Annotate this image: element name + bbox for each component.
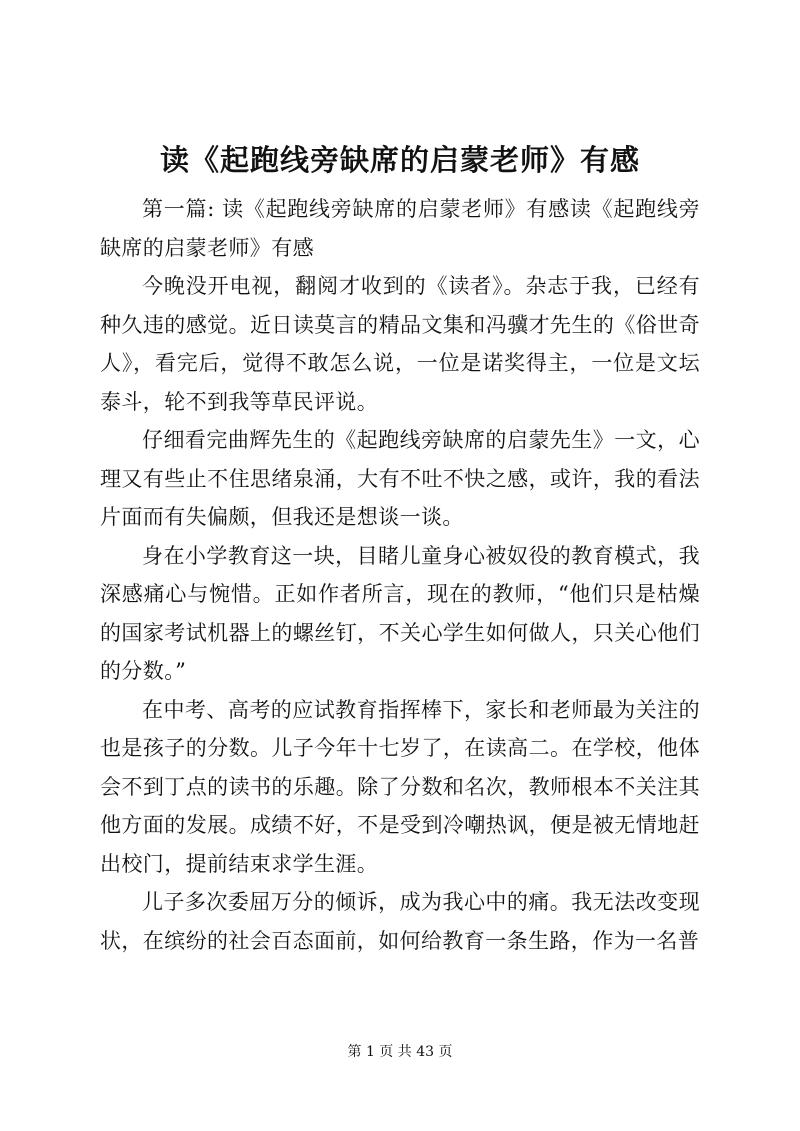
paragraph: 在中考、高考的应试教育指挥棒下，家长和老师最为关注的也是孩子的分数。儿子今年十七岁了，在读高二。在学校，他体会不到丁点的读书的乐趣。除了分数和名次，教师根本不关注其他方面的发展。成绩不好，不是受到冷嘲热讽，便是被无情地赶出校门，提前结束求学生涯。 — [100, 697, 700, 876]
document-body — [100, 190, 700, 960]
paragraph: 第一篇: 读《起跑线旁缺席的启蒙老师》有感读《起跑线旁缺席的启蒙老师》有感 — [100, 197, 700, 260]
paragraph: 今晚没开电视，翻阅才收到的《读者》。杂志于我，已经有种久违的感觉。近日读莫言的精品文集和冯骥才先生的《俗世奇人》，看完后，觉得不敢怎么说，一位是诺奖得主，一位是文坛泰斗，轮不到我等草民评说。 — [100, 274, 700, 414]
paragraph: 仔细看完曲辉先生的《起跑线旁缺席的启蒙先生》一文，心理又有些止不住思绪泉涌，大有不吐不快之感，或许，我的看法片面而有失偏颇，但我还是想谈一谈。 — [100, 428, 700, 529]
document-title: 读《起跑线旁缺席的启蒙老师》有感 — [159, 143, 640, 177]
paragraph: 身在小学教育这一块，目睹儿童身心被奴役的教育模式，我深感痛心与惋惜。正如作者所言，现在的教师，“他们只是枯燥的国家考试机器上的螺丝钉，不关心学生如何做人，只关心他们的分数。” — [100, 543, 700, 683]
paragraph: 儿子多次委屈万分的倾诉，成为我心中的痛。我无法改变现状，在缤纷的社会百态面前，如何给教育一条生路，作为一名普 — [100, 890, 700, 953]
page-number-footer: 第 1 页 共 43 页 — [347, 1044, 453, 1060]
